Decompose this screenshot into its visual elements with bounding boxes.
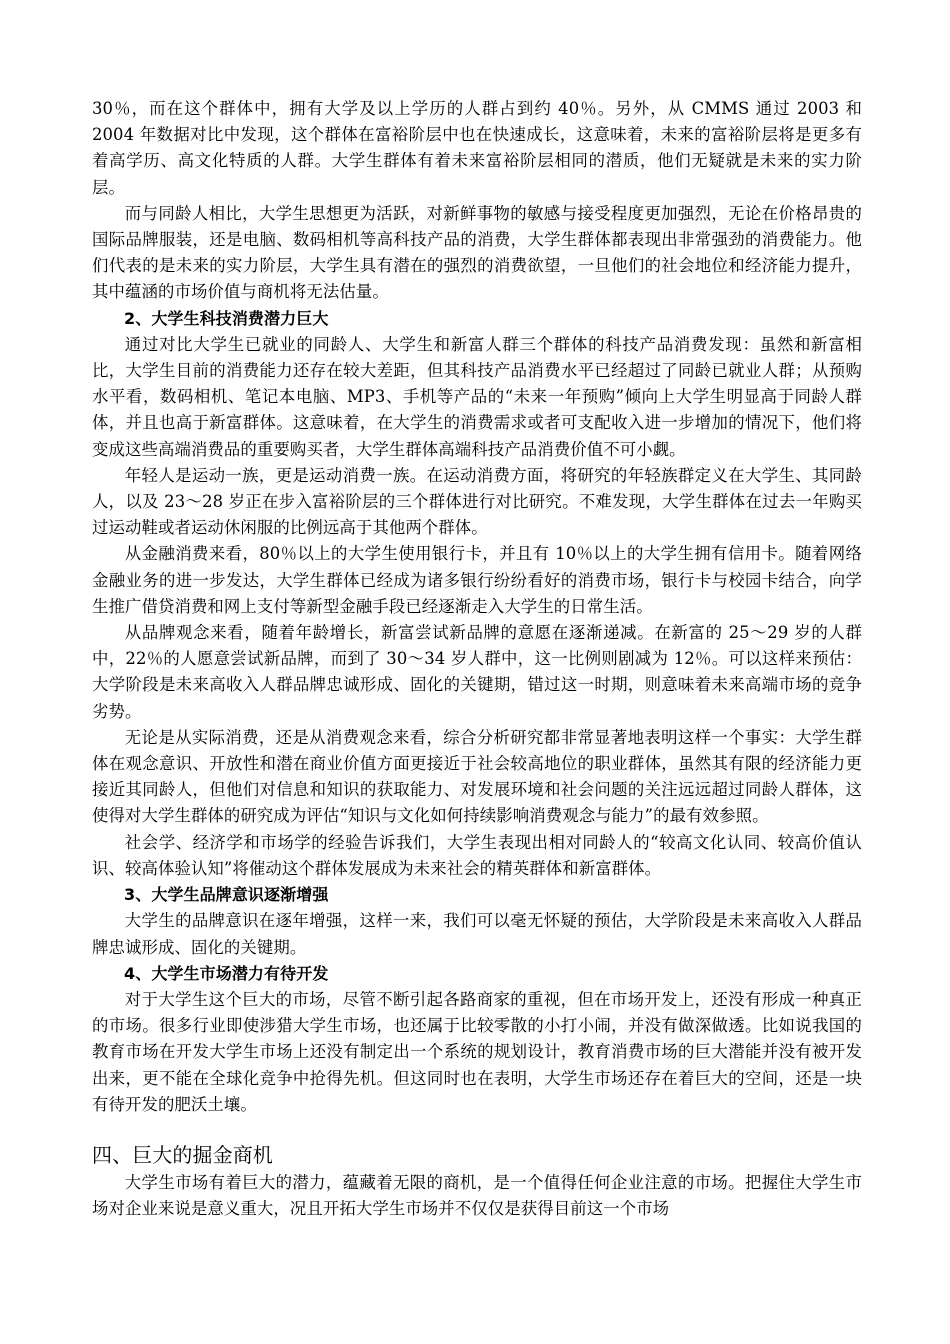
paragraph-social-experience: 社会学、经济学和市场学的经验告诉我们，大学生表现出相对同龄人的“较高文化认同、较高价值认识、较高体验认知”将催动这个群体发展成为未来社会的精英群体和新富群体。 <box>92 832 862 878</box>
section-title-business-opportunity: 四、巨大的掘金商机 <box>92 1142 273 1167</box>
paragraph-brand-concept: 从品牌观念来看，随着年龄增长，新富尝试新品牌的意愿在逐渐递减。在新富的 25～29 岁的人群中，22％的人愿意尝试新品牌，而到了 30～34 岁人群中，这一比例则剧减为 12％。可以这样来预估：大学阶段是未来高收入人群品牌忠诚形成、固化的关键期，错过这一时期，则意味着未来高端市场的竞争劣势。 <box>92 623 862 721</box>
paragraph-financial-consumption: 从金融消费来看，80％以上的大学生使用银行卡，并且有 10％以上的大学生拥有信用卡。随着网络金融业务的进一步发达，大学生群体已经成为诸多银行纷纷看好的消费市场，银行卡与校园卡结合，向学生推广借贷消费和网上支付等新型金融手段已经逐渐走入大学生的日常生活。 <box>92 544 862 616</box>
heading-brand-awareness: 3、大学生品牌意识逐渐增强 <box>124 885 329 905</box>
paragraph-research-conclusion: 无论是从实际消费，还是从消费观念来看，综合分析研究都非常显著地表明这样一个事实：大学生群体在观念意识、开放性和潜在商业价值方面更接近于社会较高地位的职业群体，虽然其有限的经济能力更接近其同龄人，但他们对信息和知识的获取能力、对发展环境和社会问题的关注远远超过同龄人群体，这使得对大学生群体的研究成为评估“知识与文化如何持续影响消费观念与能力”的最有效参照。 <box>92 727 862 826</box>
heading-market-potential: 4、大学生市场潜力有待开发 <box>124 963 329 983</box>
paragraph-tech-products: 通过对比大学生已就业的同龄人、大学生和新富人群三个群体的科技产品消费发现：虽然和新富相比，大学生目前的消费能力还存在较大差距，但其科技产品消费水平已经超过了同龄已就业人群；从预购水平看，数码相机、笔记本电脑、MP3、手机等产品的“未来一年预购”倾向上大学生明显高于同龄人群体，并且也高于新富群体。这意味着，在大学生的消费需求或者可支配收入进一步增加的情况下，他们将变成这些高端消费品的重要购买者，大学生群体高端科技产品消费价值不可小觑。 <box>92 334 862 459</box>
document-page <box>92 96 862 1222</box>
paragraph-peer-comparison: 而与同龄人相比，大学生思想更为活跃，对新鲜事物的敏感与接受程度更加强烈，无论在价格昂贵的国际品牌服装，还是电脑、数码相机等高科技产品的消费，大学生群体都表现出非常强劲的消费能力。他们代表的是未来的实力阶层，大学生具有潜在的强烈的消费欲望，一旦他们的社会地位和经济能力提升，其中蕴涵的市场价值与商机将无法估量。 <box>92 203 862 302</box>
paragraph-business-opportunity: 大学生市场有着巨大的潜力，蕴藏着无限的商机，是一个值得任何企业注意的市场。把握住大学生市场对企业来说是意义重大，况且开拓大学生市场并不仅仅是获得目前这一个市场 <box>92 1172 862 1219</box>
paragraph-brand-awareness: 大学生的品牌意识在逐年增强，这样一来，我们可以毫无怀疑的预估，大学阶段是未来高收入人群品牌忠诚形成、固化的关键期。 <box>92 911 862 957</box>
heading-tech-consumption: 2、大学生科技消费潜力巨大 <box>124 308 329 328</box>
paragraph-sports-consumption: 年轻人是运动一族，更是运动消费一族。在运动消费方面，将研究的年轻族群定义在大学生、其同龄人，以及 23～28 岁正在步入富裕阶层的三个群体进行对比研究。不难发现，大学生群体在过去一年购买过运动鞋或者运动休闲服的比例远高于其他两个群体。 <box>92 465 862 538</box>
paragraph-market-potential: 对于大学生这个巨大的市场，尽管不断引起各路商家的重视，但在市场开发上，还没有形成一种真正的市场。很多行业即使涉猎大学生市场，也还属于比较零散的小打小闹，并没有做深做透。比如说我国的教育市场在开发大学生市场上还没有制定出一个系统的规划设计，教育消费市场的巨大潜能并没有被开发出来，更不能在全球化竞争中抢得先机。但这同时也在表明，大学生市场还存在着巨大的空间，还是一块有待开发的肥沃土壤。 <box>92 989 862 1114</box>
paragraph-rich-class-continuation: 30％，而在这个群体中，拥有大学及以上学历的人群占到约 40％。另外，从 CMMS 通过 2003 和 2004 年数据对比中发现，这个群体在富裕阶层中也在快速成长，这意味着，未来的富裕阶层将是更多有着高学历、高文化特质的人群。大学生群体有着未来富裕阶层相同的潜质，他们无疑就是未来的实力阶层。 <box>92 99 862 197</box>
